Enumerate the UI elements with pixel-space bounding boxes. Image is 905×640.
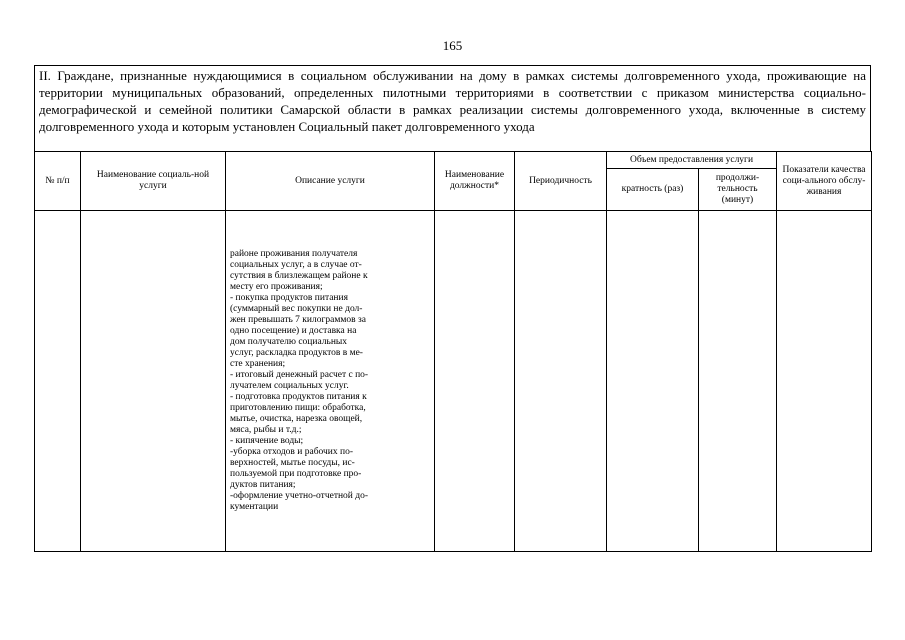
description-line: мяса, рыбы и т.д.; xyxy=(230,425,302,435)
header-description: Описание услуги xyxy=(226,152,435,211)
description-line: районе проживания получателя xyxy=(230,249,358,259)
description-line: верхностей, мытье посуды, ис- xyxy=(230,458,355,468)
table-row xyxy=(35,211,872,552)
description-line: кументации xyxy=(230,502,279,512)
cell-frequency xyxy=(607,211,699,552)
description-line: услуг, раскладка продуктов в ме- xyxy=(230,348,363,358)
description-line: лучателем социальных услуг. xyxy=(230,381,349,391)
services-table xyxy=(34,151,872,552)
header-duration: продолжи-тельность (минут) xyxy=(699,169,777,211)
header-quality: Показатели качества соци-ального обслу-живания xyxy=(777,152,872,211)
document-frame xyxy=(34,65,871,551)
cell-description xyxy=(226,211,435,552)
description-line: сутствия в близлежащем районе к xyxy=(230,271,368,281)
cell-periodicity xyxy=(515,211,607,552)
description-line: - итоговый денежный расчет с по- xyxy=(230,370,369,380)
description-line: социальных услуг, а в случае от- xyxy=(230,260,362,270)
cell-quality xyxy=(777,211,872,552)
description-line: дуктов питания; xyxy=(230,480,296,490)
description-line: сте хранения; xyxy=(230,359,286,369)
section-title: II. Граждане, признанные нуждающимися в социальном обслуживании на дому в рамках системы долговременного ухода, проживающие на территории муниципальных образований, определенных пилотными территориями в соответствии с приказом министерства социально-демографической и семейной политики Самарской области в рамках реализации системы долговременного ухода, включенные в систему долговременного ухода и которым установлен Социальный пакет долговременного ухода xyxy=(34,65,871,152)
header-volume: Объем предоставления услуги xyxy=(607,152,777,169)
description-line: дом получателю социальных xyxy=(230,337,348,347)
header-service-name: Наименование социаль-ной услуги xyxy=(81,152,226,211)
description-line: месту его проживания; xyxy=(230,282,323,292)
description-line: - подготовка продуктов питания к xyxy=(230,392,367,402)
header-position: Наименование должности* xyxy=(435,152,515,211)
header-periodicity: Периодичность xyxy=(515,152,607,211)
description-line: -оформление учетно-отчетной до- xyxy=(230,491,369,501)
description-line: - покупка продуктов питания xyxy=(230,293,348,303)
cell-duration xyxy=(699,211,777,552)
description-line: - кипячение воды; xyxy=(230,436,304,446)
description-line: одно посещение) и доставка на xyxy=(230,326,357,336)
cell-service-name xyxy=(81,211,226,552)
header-row-1 xyxy=(35,152,872,169)
description-line: приготовлению пищи: обработка, xyxy=(230,403,366,413)
description-line: пользуемой при подготовке про- xyxy=(230,469,362,479)
description-line: (суммарный вес покупки не дол- xyxy=(230,304,363,314)
cell-position xyxy=(435,211,515,552)
page-number: 165 xyxy=(442,38,463,53)
header-num: № п/п xyxy=(35,152,81,211)
description-line: мытье, очистка, нарезка овощей, xyxy=(230,414,363,424)
description-line: -уборка отходов и рабочих по- xyxy=(230,447,354,457)
header-frequency: кратность (раз) xyxy=(607,169,699,211)
description-line: жен превышать 7 килограммов за xyxy=(230,315,366,325)
cell-num xyxy=(35,211,81,552)
